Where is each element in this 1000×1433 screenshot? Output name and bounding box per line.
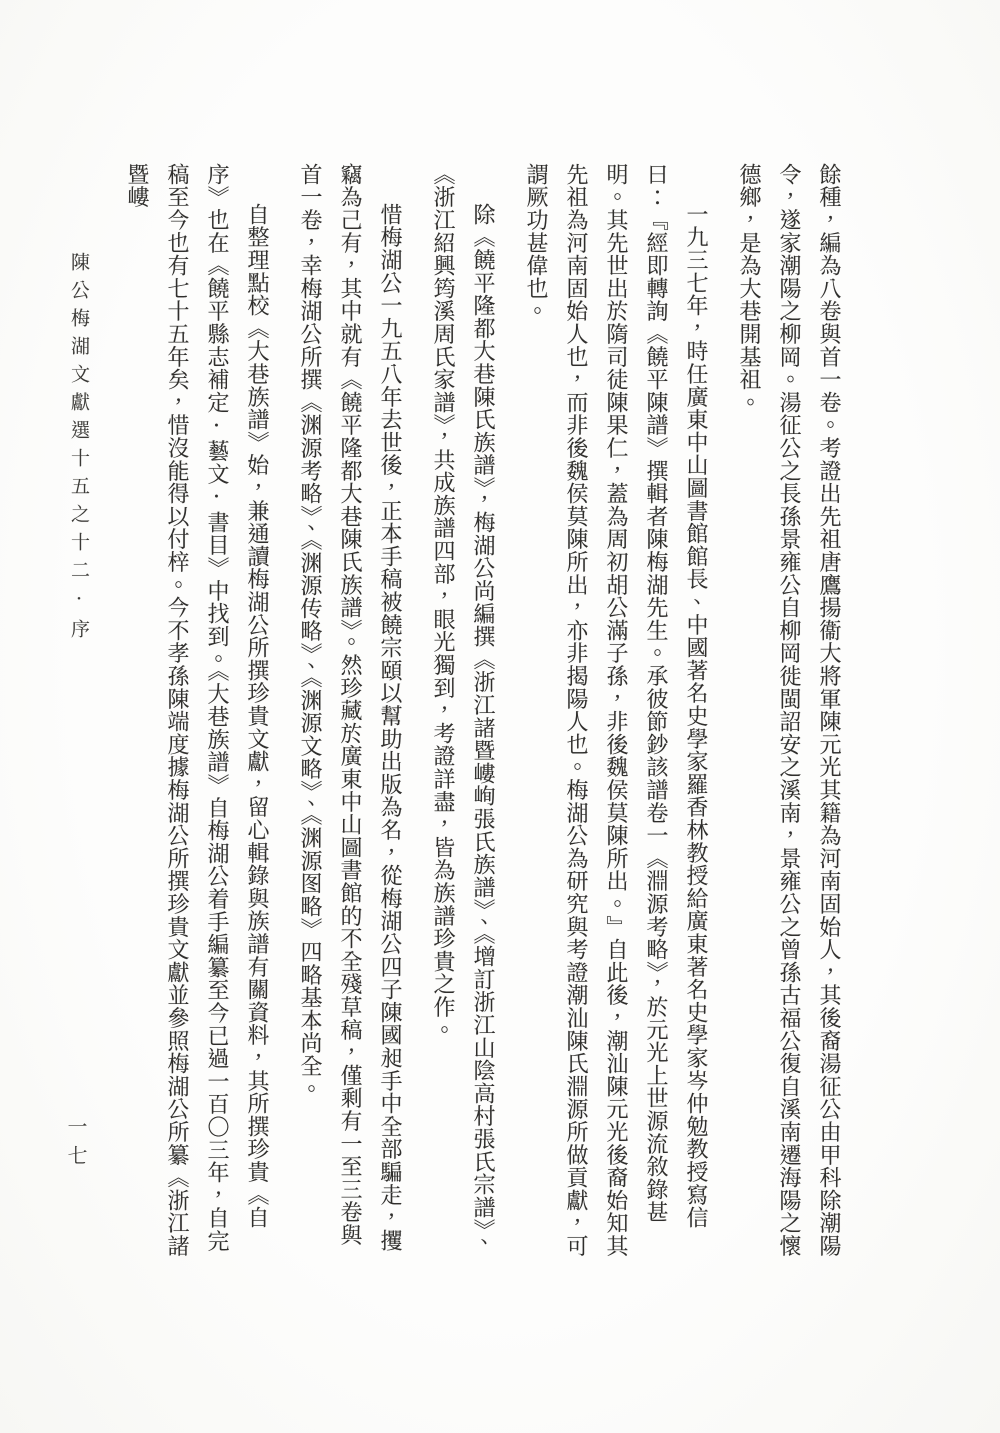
paragraph-1937-letter: 一九三七年，時任廣東中山圖書館館長、中國著名史學家羅香林教授給廣東著名史學家岑仲勉教授寫信曰：『經即轉詢《饒平陳譜》撰輯者陳梅湖先生。承彼節鈔該譜卷一《淵源考略》，於元光上世源流敘錄甚明。其先世出於隋司徒陳果仁，蓋為周初胡公滿子孫，非後魏侯莫陳所出。』自此後，潮汕陳元光後裔始知其先祖為河南固始人也，而非後魏侯莫陳所出，亦非揭陽人也。梅湖公為研究與考證潮汕陳氏淵源所做貢獻，可謂厥功甚偉也。 <box>523 163 708 1258</box>
page-number: 一七 <box>64 1116 88 1174</box>
paragraph-genealogies: 除《饒平隆都大巷陳氏族譜》，梅湖公尚編撰《浙江諸暨嶁峋張氏族譜》、《增訂浙江山陰高村張氏宗譜》、《浙江紹興筠溪周氏家譜》，共成族譜四部，眼光獨到，考證詳盡，皆為族譜珍貴之作。 <box>430 163 495 1253</box>
paragraph-continuation: 餘種，編為八卷與首一卷。考證出先祖唐鷹揚衞大將軍陳元光其籍為河南固始人，其後裔湯征公由甲科除潮陽令，遂家潮陽之柳岡。湯征公之長孫景雍公自柳岡徙閩詔安之溪南，景雍公之曾孫古福公復自溪南遷海陽之懷德鄉，是為大巷開基祖。 <box>736 163 841 1258</box>
running-margin-title: 陳公梅湖文獻選十五之十二·序 <box>68 252 90 647</box>
paragraph-manuscripts: 惜梅湖公一九五八年去世後，正本手稿被饒宗頤以幫助出版為名，從梅湖公四子陳國昶手中全部騙走，攫竊為己有，其中就有《饒平隆都大巷陳氏族譜》。然珍藏於廣東中山圖書館的不全殘草稿，僅剩有一至三卷與首一卷，幸梅湖公所撰《渊源考略》、《渊源传略》、《渊源文略》、《渊源图略》四略基本尚全。 <box>297 163 402 1252</box>
main-text-block <box>103 163 848 1261</box>
paragraph-compilation: 自整理點校《大巷族譜》始，兼通讀梅湖公所撰珍貴文獻，留心輯錄與族譜有關資料，其所撰珍貴《自序》也在《饒平縣志補定·藝文·書目》中找到。《大巷族譜》自梅湖公着手編纂至今已過一百〇三年，自完稿至今也有七十五年矣，惜沒能得以付梓。今不孝孫陳端度據梅湖公所撰珍貴文獻並參照梅湖公所纂《浙江諸暨嶁 <box>124 163 269 1258</box>
